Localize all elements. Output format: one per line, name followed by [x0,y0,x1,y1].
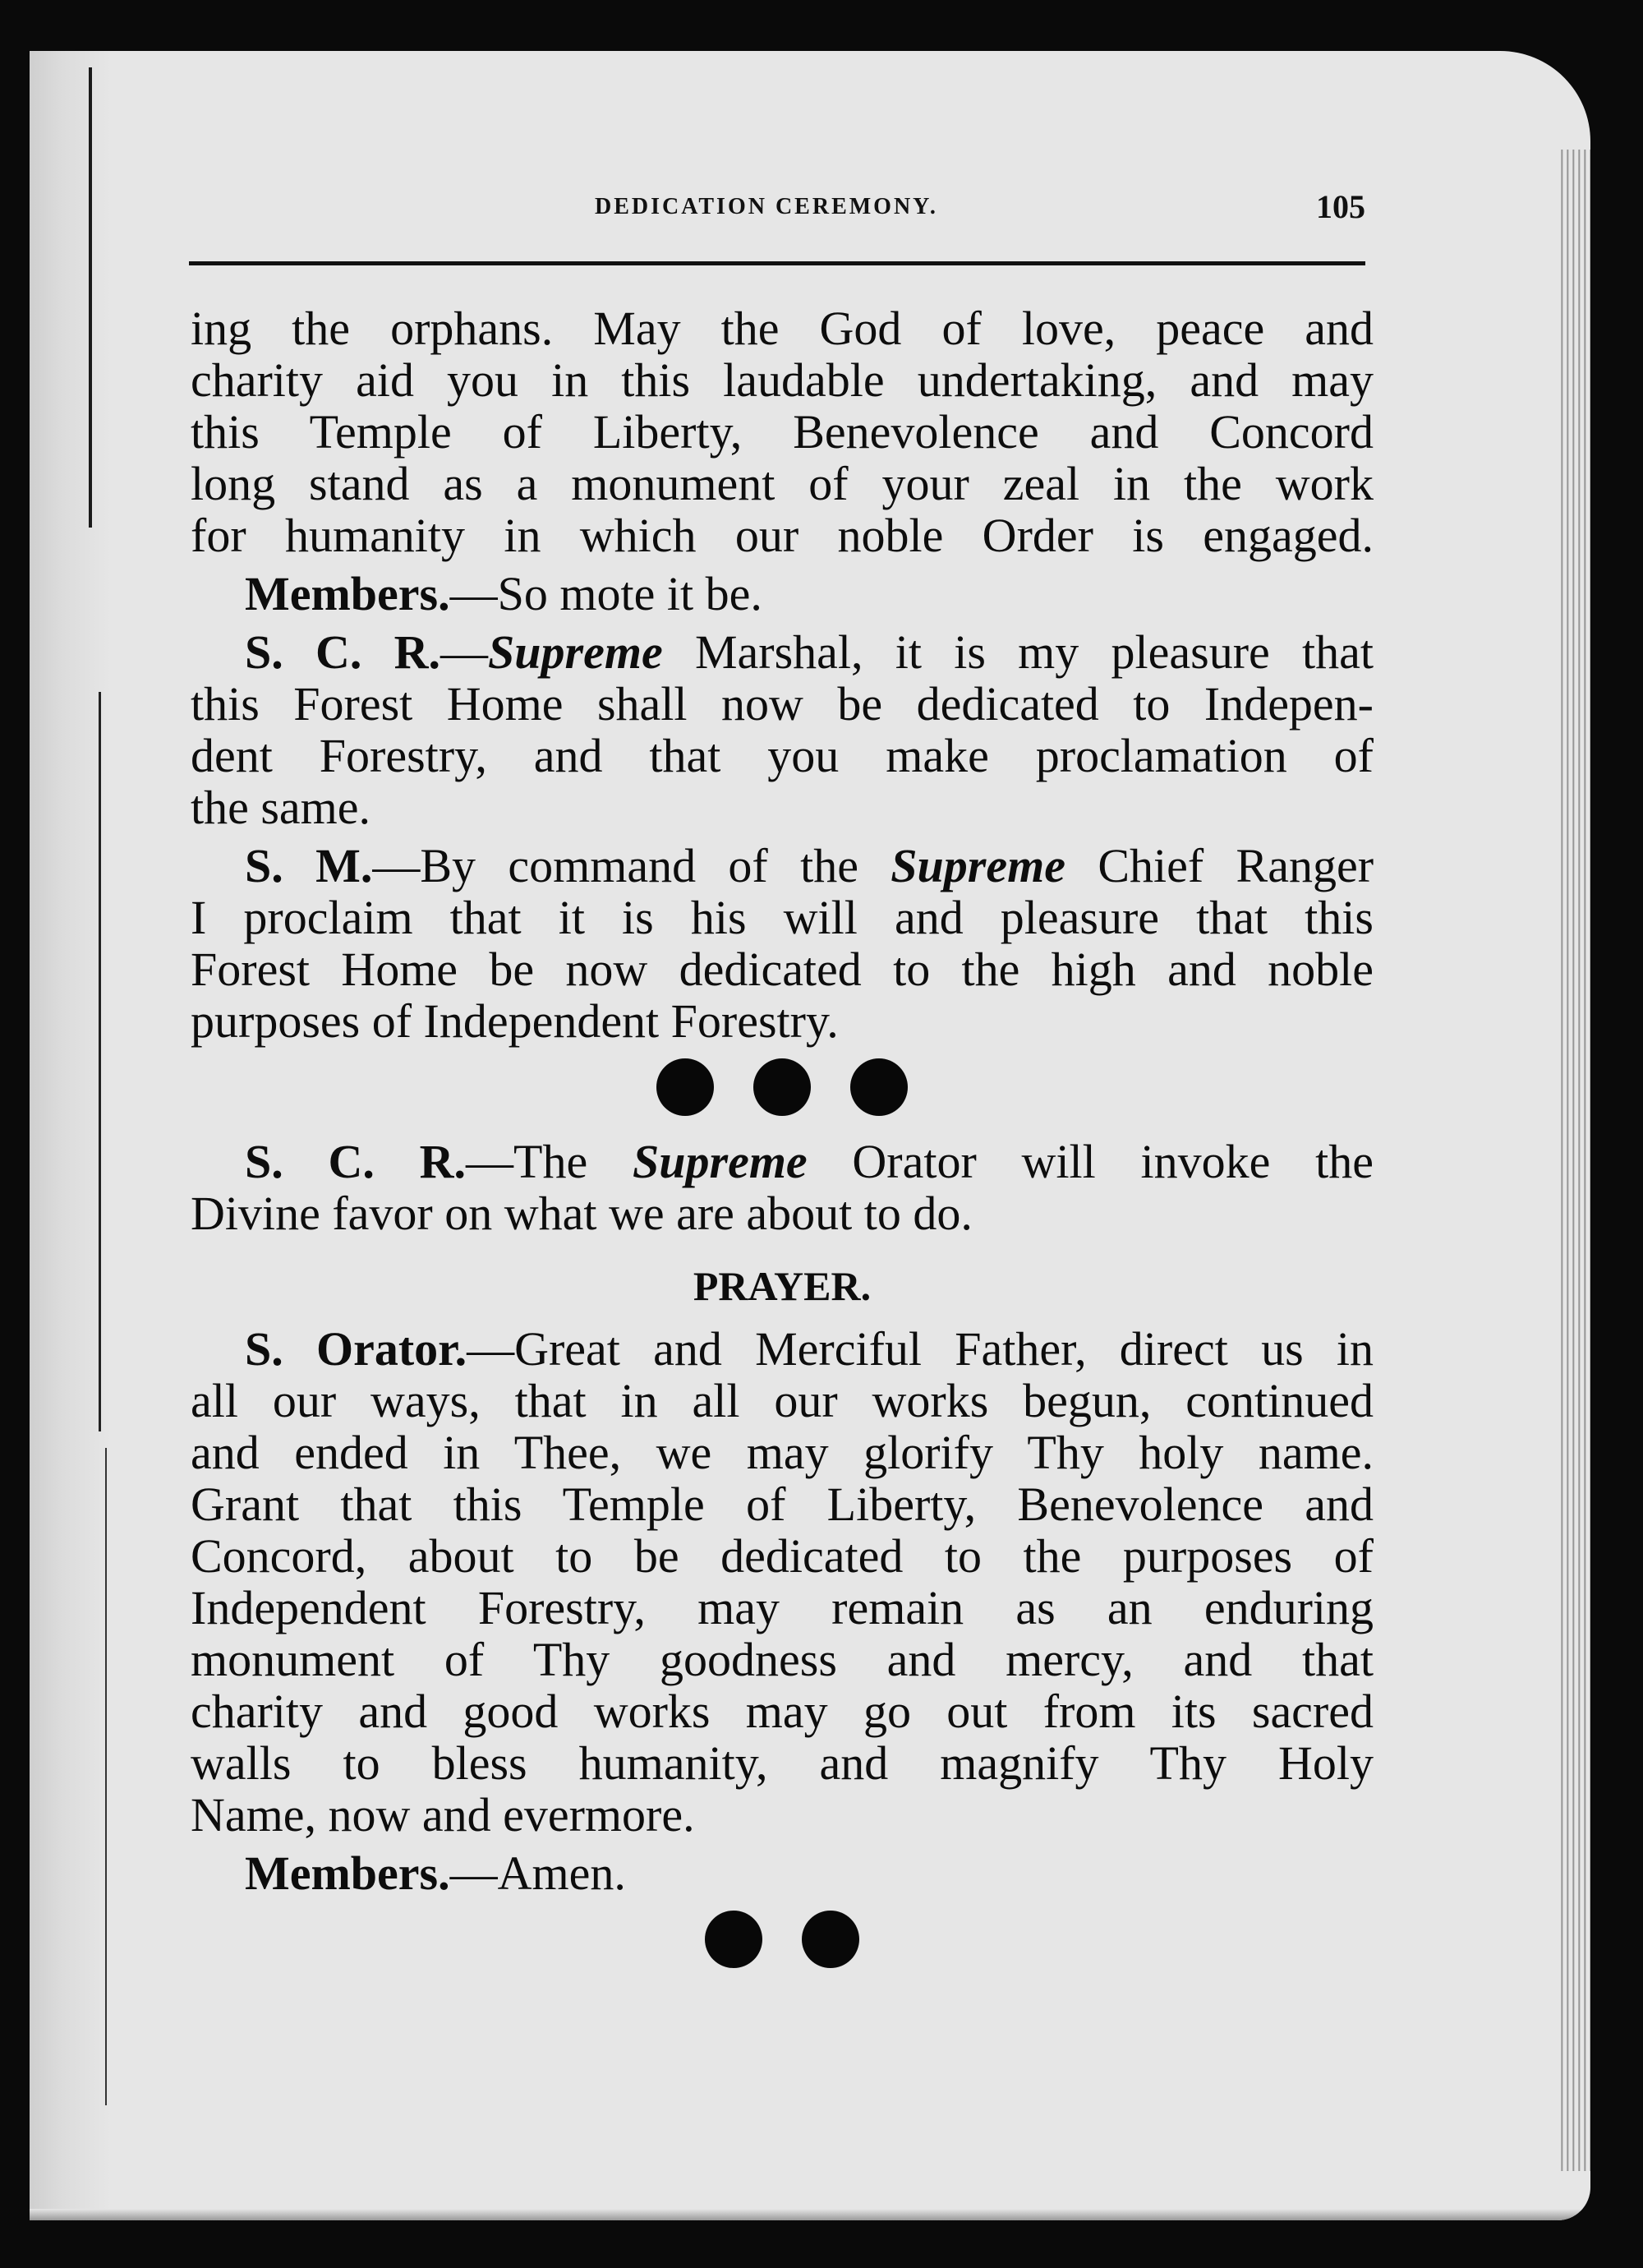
italic-title: Supreme [632,1135,808,1188]
speaker-label: Members. [245,1846,450,1900]
speaker-label: S. C. R. [245,1135,467,1188]
speech-text: —Great and Merciful Father, direct us in [467,1322,1374,1376]
gavel-mark-dot [705,1911,762,1968]
speaker-label: S. Orator. [245,1322,467,1376]
sm-speech-first-line [191,840,1374,892]
text-line: and ended in Thee, we may glorify Thy holy name. [191,1426,1374,1479]
gutter-shadow-line [89,67,92,528]
gavel-mark-dot [753,1058,811,1116]
text-line: for humanity in which our noble Order is engaged. [191,509,1374,562]
text-line: I proclaim that it is his will and pleasure that this [191,891,1374,944]
text-line: Forest Home be now dedicated to the high and noble [191,943,1374,996]
dash: — [440,625,489,679]
speech-text: —The [466,1135,633,1188]
page-number: 105 [1316,188,1365,225]
speaker-label: S. C. R. [245,625,441,679]
text-line: charity and good works may go out from its sacred [191,1685,1374,1738]
speech-text: Chief Ranger [1065,839,1374,892]
speaker-label: S. M. [245,839,373,892]
gavel-marks-two [191,1902,1374,1976]
scr-speech-first-line [191,626,1374,678]
gavel-mark-dot [850,1058,908,1116]
speech-text: Marshal, it is my pleasure that [662,625,1374,679]
gutter-shadow-line [105,1448,107,2105]
italic-title: Supreme [488,625,663,679]
text-line: all our ways, that in all our works begun, continued [191,1374,1374,1427]
text-line: ing the orphans. May the God of love, peace and [191,302,1374,355]
scr-speech-first-line [191,1136,1374,1187]
gavel-mark-dot [802,1911,859,1968]
text-line: charity aid you in this laudable undertaking, and may [191,353,1374,407]
text-line: Name, now and evermore. [191,1788,695,1842]
page-edge-stack [1558,150,1590,2171]
gavel-mark-dot [656,1058,714,1116]
header-rule [189,261,1365,265]
speech-text: —By command of the [372,839,891,892]
text-line: Divine favor on what we are about to do. [191,1187,973,1240]
speech-text: Orator will invoke the [807,1135,1374,1188]
text-line: the same. [191,781,371,834]
members-response [191,1847,1374,1899]
text-line: walls to bless humanity, and magnify Thy Holy [191,1736,1374,1790]
section-heading: PRAYER. [693,1263,872,1309]
running-head: DEDICATION CEREMONY. [595,194,938,219]
text-line: monument of Thy goodness and mercy, and that [191,1633,1374,1686]
text-line: this Forest Home shall now be dedicated to Indepen- [191,677,1374,731]
page-body [191,302,1374,1988]
page-bottom-shadow [30,2209,1590,2220]
speaker-label: Members. [245,567,450,620]
response-text: —Amen. [449,1846,626,1900]
gutter-shadow-line [99,692,101,1431]
text-line: Concord, about to be dedicated to the purposes of [191,1529,1374,1583]
text-line: long stand as a monument of your zeal in the work [191,457,1374,510]
text-line: Grant that this Temple of Liberty, Benevolence and [191,1477,1374,1531]
orator-speech-first-line [191,1323,1374,1375]
text-line: dent Forestry, and that you make proclamation of [191,729,1374,782]
response-text: —So mote it be. [449,567,762,620]
text-line: this Temple of Liberty, Benevolence and Concord [191,405,1374,459]
members-response [191,568,1374,620]
italic-title: Supreme [891,839,1065,892]
text-line: purposes of Independent Forestry. [191,994,839,1048]
text-line: Independent Forestry, may remain as an enduring [191,1581,1374,1634]
gavel-marks-three [191,1050,1374,1124]
